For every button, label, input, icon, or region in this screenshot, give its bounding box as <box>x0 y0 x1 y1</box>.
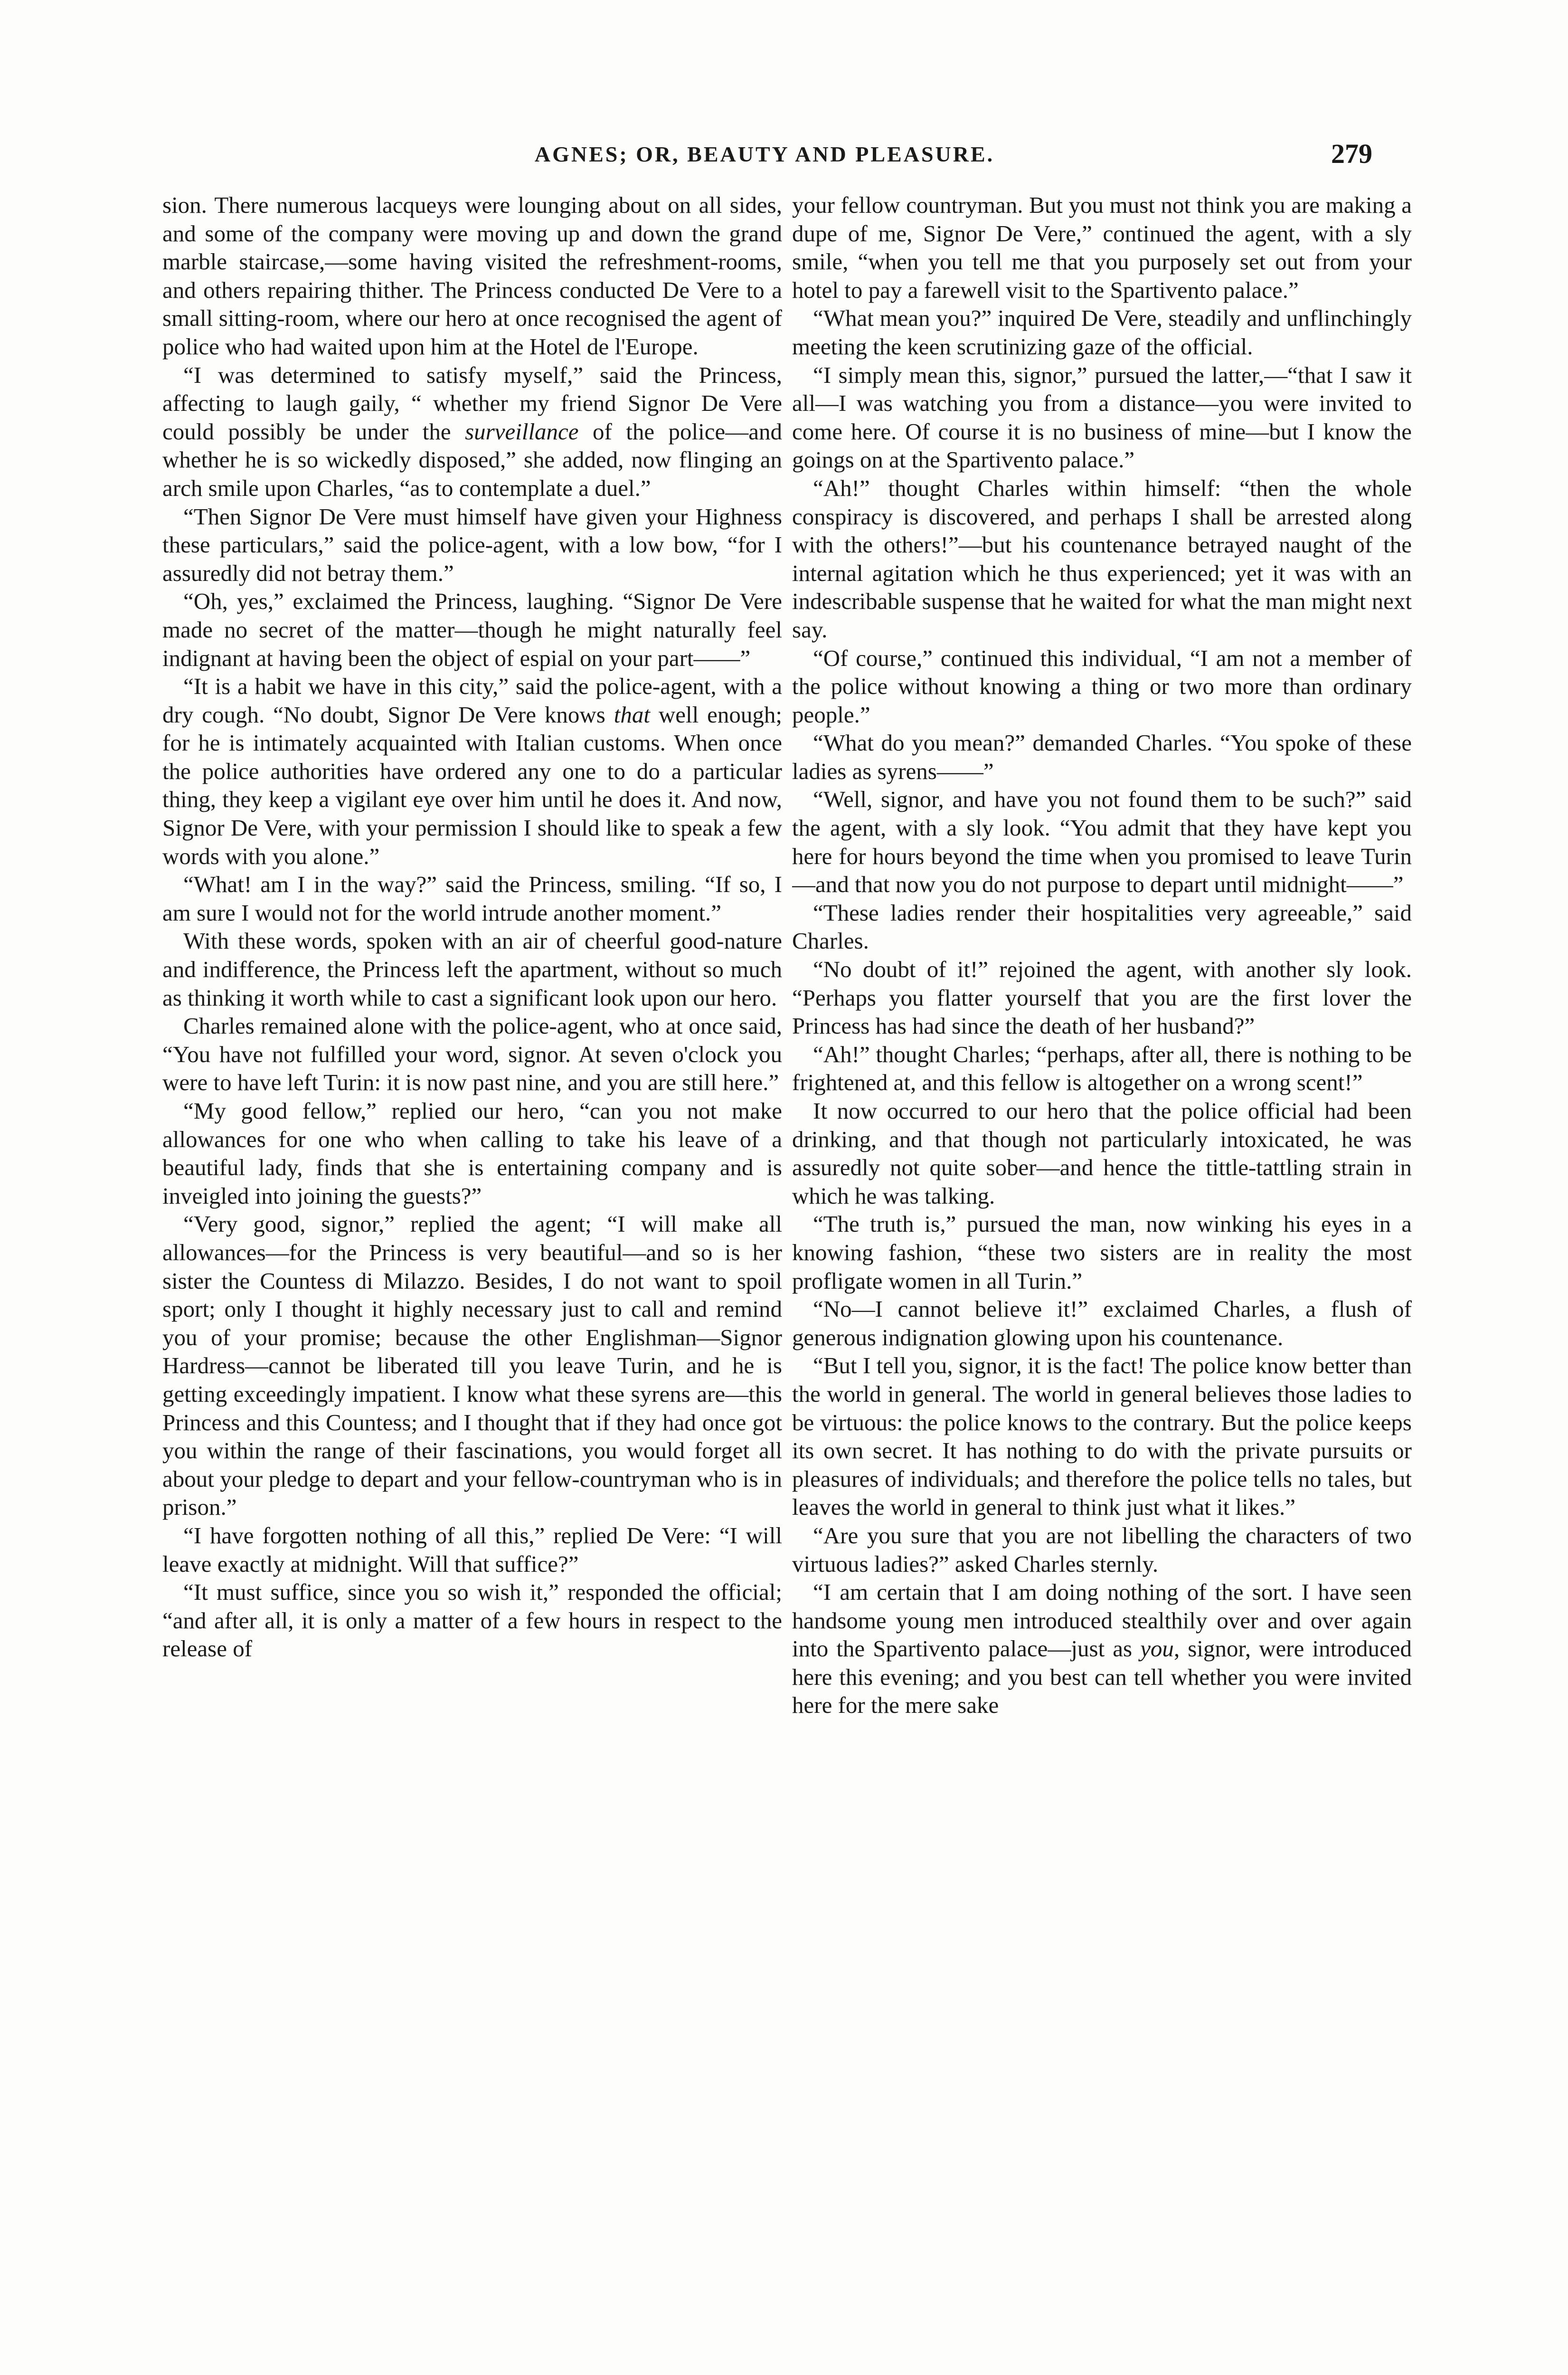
paragraph-text: “Ah!” thought Charles; “perhaps, after all, there is nothing to be frightened at, and this fellow is altogether on a wrong scent!” <box>792 1041 1412 1096</box>
paragraph-text: sion. There numerous lacqueys were lounging about on all sides, and some of the company were moving up and down the grand marble staircase,—some having visited the refreshment-rooms, and others repairing thither. The Princess conducted De Vere to a small sitting-room, where our hero at once recognised the agent of police who had waited upon him at the Hotel de l'Europe. <box>162 192 782 360</box>
paragraph-text: With these words, spoken with an air of cheerful good-nature and indifference, the Princess left the apartment, without so much as thinking it worth while to cast a significant look upon our hero. <box>162 928 782 1011</box>
paragraph <box>162 672 782 870</box>
paragraph <box>162 1210 782 1521</box>
paragraph <box>792 1210 1412 1295</box>
paragraph <box>792 474 1412 644</box>
paragraph-text: “I simply mean this, signor,” pursued the latter,—“that I saw it all—I was watching you from a distance—you were invited to come here. Of course it is no business of mine—but I know the goings on at the Spartivento palace.” <box>792 361 1412 473</box>
left-column <box>162 191 782 2347</box>
page-number: 279 <box>1331 138 1372 169</box>
paragraph <box>792 1578 1412 1720</box>
right-column <box>792 191 1412 2347</box>
paragraph-text: “Are you sure that you are not libelling the characters of two virtuous ladies?” asked Charles sternly. <box>792 1522 1412 1577</box>
paragraph <box>792 1040 1412 1097</box>
paragraph-text: “I was determined to satisfy myself,” said the Princess, affecting to laugh gaily, “ whether my friend Signor De Vere could possibly be under the <box>162 361 782 445</box>
paragraph <box>792 361 1412 474</box>
paragraph-text: “No doubt of it!” rejoined the agent, with another sly look. “Perhaps you flatter yourself that you are the first lover the Princess has had since the death of her husband?” <box>792 956 1412 1039</box>
paragraph <box>792 1351 1412 1521</box>
paragraph-text: “Very good, signor,” replied the agent; “I will make all allowances—for the Princess is very beautiful—and so is her sister the Countess di Milazzo. Besides, I do not want to spoil sport; only I thought it highly necessary just to call and remind you of your promise; because the other Englishman—Signor Hardress—cannot be liberated till you leave Turin, and he is getting exceedingly impatient. I know what these syrens are—this Princess and this Countess; and I thought that if they had once got you within the range of their fascinations, you would forget all about your pledge to depart and your fellow-countryman who is in prison.” <box>162 1211 782 1520</box>
paragraph-text: , signor, were introduced here this evening; and you best can tell whether you were invited here for the mere sake <box>792 1635 1412 1719</box>
paragraph-text: “Ah!” thought Charles within himself: “then the whole conspiracy is discovered, and perhaps I shall be arrested along with the others!”—but his countenance betrayed naught of the internal agitation which he thus experienced; yet it was with an indescribable suspense that he waited for what the man might next say. <box>792 475 1412 643</box>
paragraph <box>162 1521 782 1578</box>
paragraph <box>792 1295 1412 1351</box>
paragraph-text: “What! am I in the way?” said the Princess, smiling. “If so, I am sure I would not for the world intrude another moment.” <box>162 871 782 926</box>
emphasis: surveillance <box>465 418 579 445</box>
paragraph-text: Charles remained alone with the police-agent, who at once said, “You have not fulfilled your word, signor. At seven o'clock you were to have left Turin: it is now past nine, and you are still here.” <box>162 1013 782 1096</box>
emphasis: you <box>1140 1635 1174 1662</box>
paragraph-text: “Oh, yes,” exclaimed the Princess, laughing. “Signor De Vere made no secret of the matter—though he might naturally feel indignant at having been the object of espial on your part——” <box>162 588 782 671</box>
paragraph <box>162 361 782 503</box>
paragraph <box>162 191 782 361</box>
paragraph <box>792 304 1412 361</box>
paragraph-text: “It must suffice, since you so wish it,” responded the official; “and after all, it is only a matter of a few hours in respect to the release of <box>162 1579 782 1662</box>
paragraph-text: “My good fellow,” replied our hero, “can you not make allowances for one who when calling to take his leave of a beautiful lady, finds that she is entertaining company and is inveigled into joining the guests?” <box>162 1098 782 1209</box>
paragraph-text: “What do you mean?” demanded Charles. “You spoke of these ladies as syrens——” <box>792 730 1412 784</box>
paragraph-text: “I have forgotten nothing of all this,” replied De Vere: “I will leave exactly at midnight. Will that suffice?” <box>162 1522 782 1577</box>
paragraph <box>792 785 1412 898</box>
paragraph-text: “Then Signor De Vere must himself have given your Highness these particulars,” said the police-agent, with a low bow, “for I assuredly did not betray them.” <box>162 503 782 586</box>
paragraph-text: your fellow countryman. But you must not think you are making a dupe of me, Signor De Vere,” continued the agent, with a sly smile, “when you tell me that you purposely set out from your hotel to pay a farewell visit to the Spartivento palace.” <box>792 192 1412 303</box>
paragraph-text: “What mean you?” inquired De Vere, steadily and unflinchingly meeting the keen scrutinizing gaze of the official. <box>792 305 1412 360</box>
paragraph <box>792 955 1412 1040</box>
paragraph <box>792 899 1412 955</box>
paragraph-text: “It is a habit we have in this city,” said the police-agent, with a dry cough. “No doubt, Signor De Vere knows <box>162 673 782 728</box>
paragraph <box>162 503 782 588</box>
paragraph <box>162 927 782 1012</box>
paragraph-text: “The truth is,” pursued the man, now winking his eyes in a knowing fashion, “these two sisters are in reality the most profligate women in all Turin.” <box>792 1211 1412 1294</box>
running-title: AGNES; OR, BEAUTY AND PLEASURE. <box>534 142 995 166</box>
paragraph-text: of the police—and whether he is so wickedly disposed,” she added, now flinging an arch smile upon Charles, “as to contemplate a duel.” <box>162 418 782 501</box>
paragraph-text: It now occurred to our hero that the police official had been drinking, and that though not particularly intoxicated, he was assuredly not quite sober—and hence the tittle-tattling strain in which he was talking. <box>792 1098 1412 1209</box>
paragraph-text: “These ladies render their hospitalities very agreeable,” said Charles. <box>792 899 1412 954</box>
paragraph-text: “I am certain that I am doing nothing of the sort. I have seen handsome young men introduced stealthily over and over again into the Spartivento palace—just as <box>792 1579 1412 1662</box>
paragraph <box>162 870 782 927</box>
paragraph <box>162 1578 782 1663</box>
paragraph-text: “No—I cannot believe it!” exclaimed Charles, a flush of generous indignation glowing upon his countenance. <box>792 1296 1412 1350</box>
emphasis: that <box>614 701 650 728</box>
paragraph <box>792 191 1412 304</box>
paragraph <box>162 587 782 672</box>
paragraph <box>162 1097 782 1210</box>
running-head <box>157 138 1372 176</box>
paragraph <box>792 1521 1412 1578</box>
paragraph <box>792 729 1412 785</box>
paragraph-text: “Of course,” continued this individual, “I am not a member of the police without knowing a thing or two more than ordinary people.” <box>792 645 1412 728</box>
paragraph-text: “But I tell you, signor, it is the fact! The police know better than the world in general. The world in general believes those ladies to be virtuous: the police knows to the contrary. But the police keeps its own secret. It has nothing to do with the private pursuits or pleasures of individuals; and therefore the police tells no tales, but leaves the world in general to think just what it likes.” <box>792 1352 1412 1520</box>
paragraph <box>162 1012 782 1097</box>
paragraph <box>792 1097 1412 1210</box>
paragraph <box>792 644 1412 729</box>
paragraph-text: well enough; for he is intimately acquainted with Italian customs. When once the police authorities have ordered any one to do a particular thing, they keep a vigilant eye over him until he does it. And now, Signor De Vere, with your permission I should like to speak a few words with you alone.” <box>162 701 782 869</box>
paragraph-text: “Well, signor, and have you not found them to be such?” said the agent, with a sly look. “You admit that they have kept you here for hours beyond the time when you promised to leave Turin—and that now you do not purpose to depart until midnight——” <box>792 786 1412 898</box>
